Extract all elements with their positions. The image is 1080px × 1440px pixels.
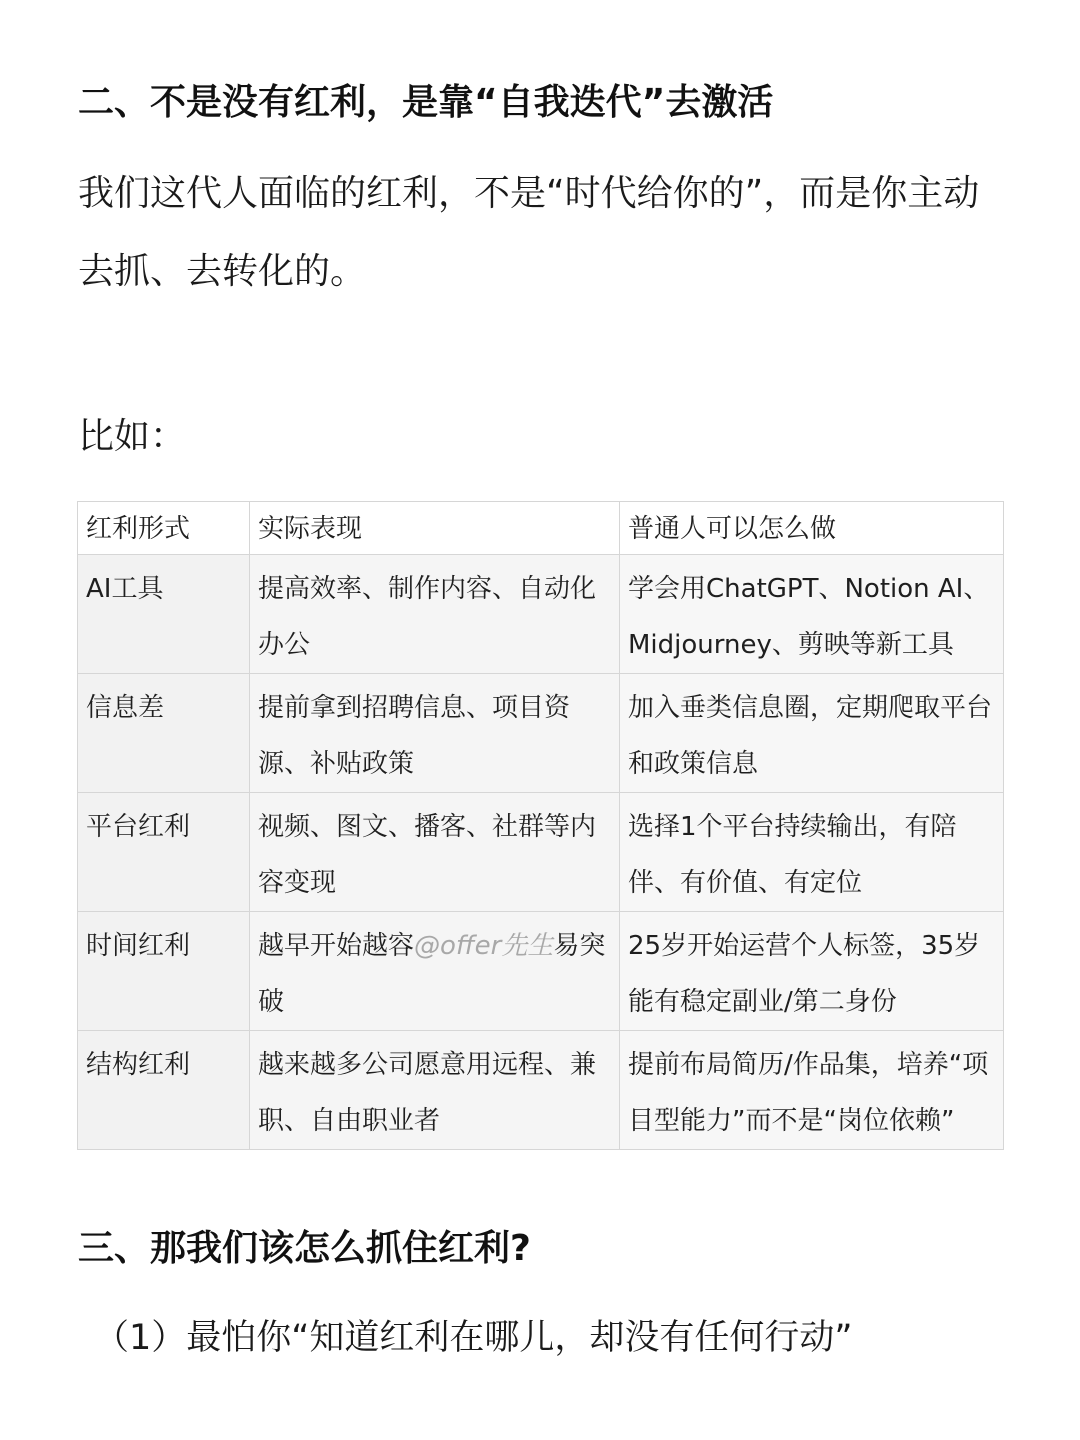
- table-cell-form: 信息差: [78, 674, 250, 793]
- section-2-heading: 二、不是没有红利，是靠“自我迭代”去激活: [78, 82, 774, 123]
- section-3-heading: 三、那我们该怎么抓住红利?: [78, 1228, 531, 1269]
- table-cell-performance: 提高效率、制作内容、自动化办公: [250, 555, 620, 674]
- table-row: [78, 793, 1004, 912]
- table-cell-action: 学会用ChatGPT、Notion AI、Midjourney、剪映等新工具: [620, 555, 1004, 674]
- examples-lead: 比如：: [78, 416, 187, 457]
- table-header-cell: 普通人可以怎么做: [620, 502, 1004, 555]
- table-header-row: [78, 502, 1004, 555]
- table-cell-action: 选择1个平台持续输出，有陪伴、有价值、有定位: [620, 793, 1004, 912]
- table-cell-performance: 视频、图文、播客、社群等内容变现: [250, 793, 620, 912]
- table-cell-performance: 越来越多公司愿意用远程、兼职、自由职业者: [250, 1031, 620, 1150]
- table-cell-performance: 提前拿到招聘信息、项目资源、补贴政策: [250, 674, 620, 793]
- section-2-paragraph: 我们这代人面临的红利，不是“时代给你的”，而是你主动去抓、去转化的。: [78, 173, 980, 292]
- table-row: [78, 1031, 1004, 1150]
- table-cell-performance: [250, 912, 620, 1031]
- table-row: [78, 555, 1004, 674]
- watermark-text: @offer先生: [414, 931, 554, 961]
- table-cell-action: 加入垂类信息圈，定期爬取平台和政策信息: [620, 674, 1004, 793]
- table-cell-form: 时间红利: [78, 912, 250, 1031]
- table-row: [78, 912, 1004, 1031]
- section-3-subheading: （1）最怕你“知道红利在哪儿，却没有任何行动”: [94, 1318, 853, 1358]
- table-cell-form: AI工具: [78, 555, 250, 674]
- table-cell-action: 提前布局简历/作品集，培养“项目型能力”而不是“岗位依赖”: [620, 1031, 1004, 1150]
- table-cell-form: 结构红利: [78, 1031, 250, 1150]
- table-cell-action: 25岁开始运营个人标签，35岁能有稳定副业/第二身份: [620, 912, 1004, 1031]
- table-header-cell: 红利形式: [78, 502, 250, 555]
- performance-text-start: 越早开始越容: [258, 931, 415, 961]
- performance-text-end: 易突破: [258, 931, 606, 1017]
- table-cell-form: 平台红利: [78, 793, 250, 912]
- table-header-cell: 实际表现: [250, 502, 620, 555]
- dividend-table: [77, 501, 1004, 1150]
- table-row: [78, 674, 1004, 793]
